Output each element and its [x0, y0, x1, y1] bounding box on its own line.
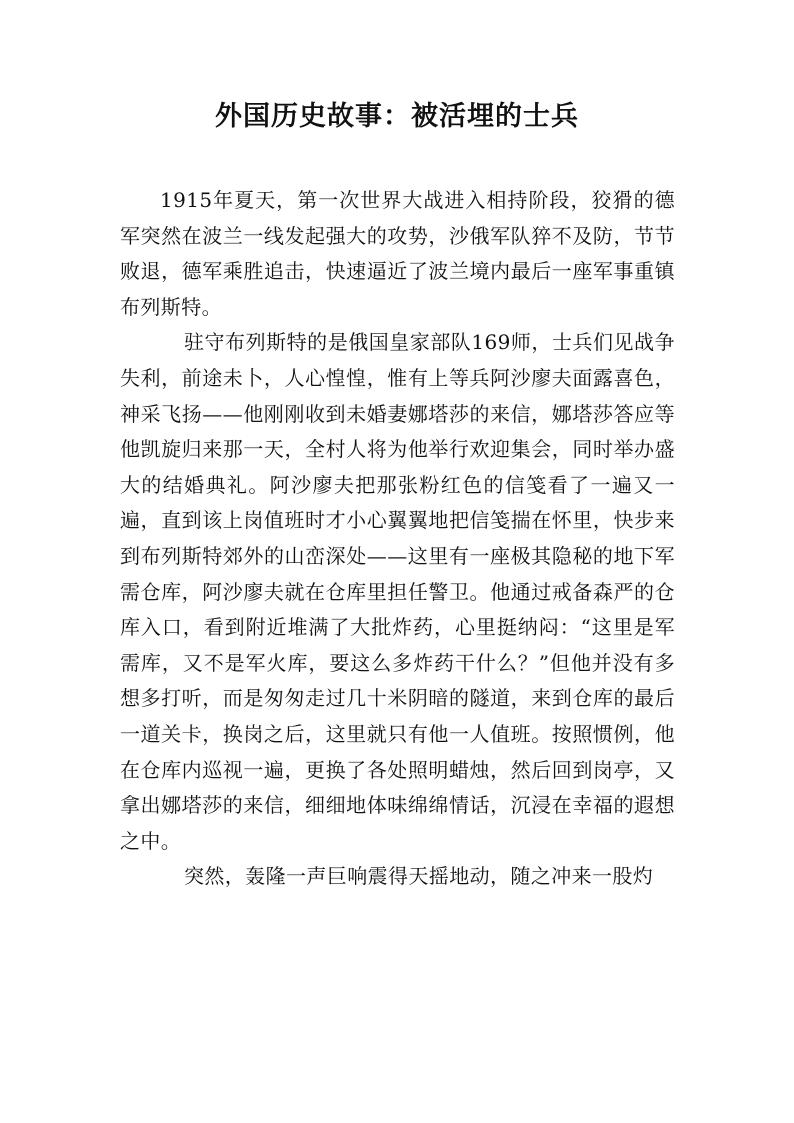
paragraph-2: 驻守布列斯特的是俄国皇家部队169师，士兵们见战争失利，前途未卜，人心惶惶，惟有上等兵阿沙廖夫面露喜色，神采飞扬——他刚刚收到未婚妻娜塔莎的来信，娜塔莎答应等他凯旋归来那一天，全村人将为他举行欢迎集会，同时举办盛大的结婚典礼。阿沙廖夫把那张粉红色的信笺看了一遍又一遍，直到该上岗值班时才小心翼翼地把信笺揣在怀里，快步来到布列斯特郊外的山峦深处——这里有一座极其隐秘的地下军需仓库，阿沙廖夫就在仓库里担任警卫。他通过戒备森严的仓库入口，看到附近堆满了大批炸药，心里挺纳闷：“这里是军需库，又不是军火库，要这么多炸药干什么？”但他并没有多想多打听，而是匆匆走过几十米阴暗的隧道，来到仓库的最后一道关卡，换岗之后，这里就只有他一人值班。按照惯例，他在仓库内巡视一遍，更换了各处照明蜡烛，然后回到岗亭，又拿出娜塔莎的来信，细细地体味绵绵情话，沉浸在幸福的遐想之中。	[120, 330, 675, 853]
paragraph-1: 1915年夏天，第一次世界大战进入相持阶段，狡猾的德军突然在波兰一线发起强大的攻势，沙俄军队猝不及防，节节败退，德军乘胜追击，快速逼近了波兰境内最后一座军事重镇布列斯特。	[120, 188, 675, 319]
body-text	[120, 183, 675, 895]
page-title: 外国历史故事：被活埋的士兵	[215, 101, 579, 132]
paragraph-3: 突然，轰隆一声巨响震得天摇地动，随之冲来一股灼	[184, 864, 654, 889]
